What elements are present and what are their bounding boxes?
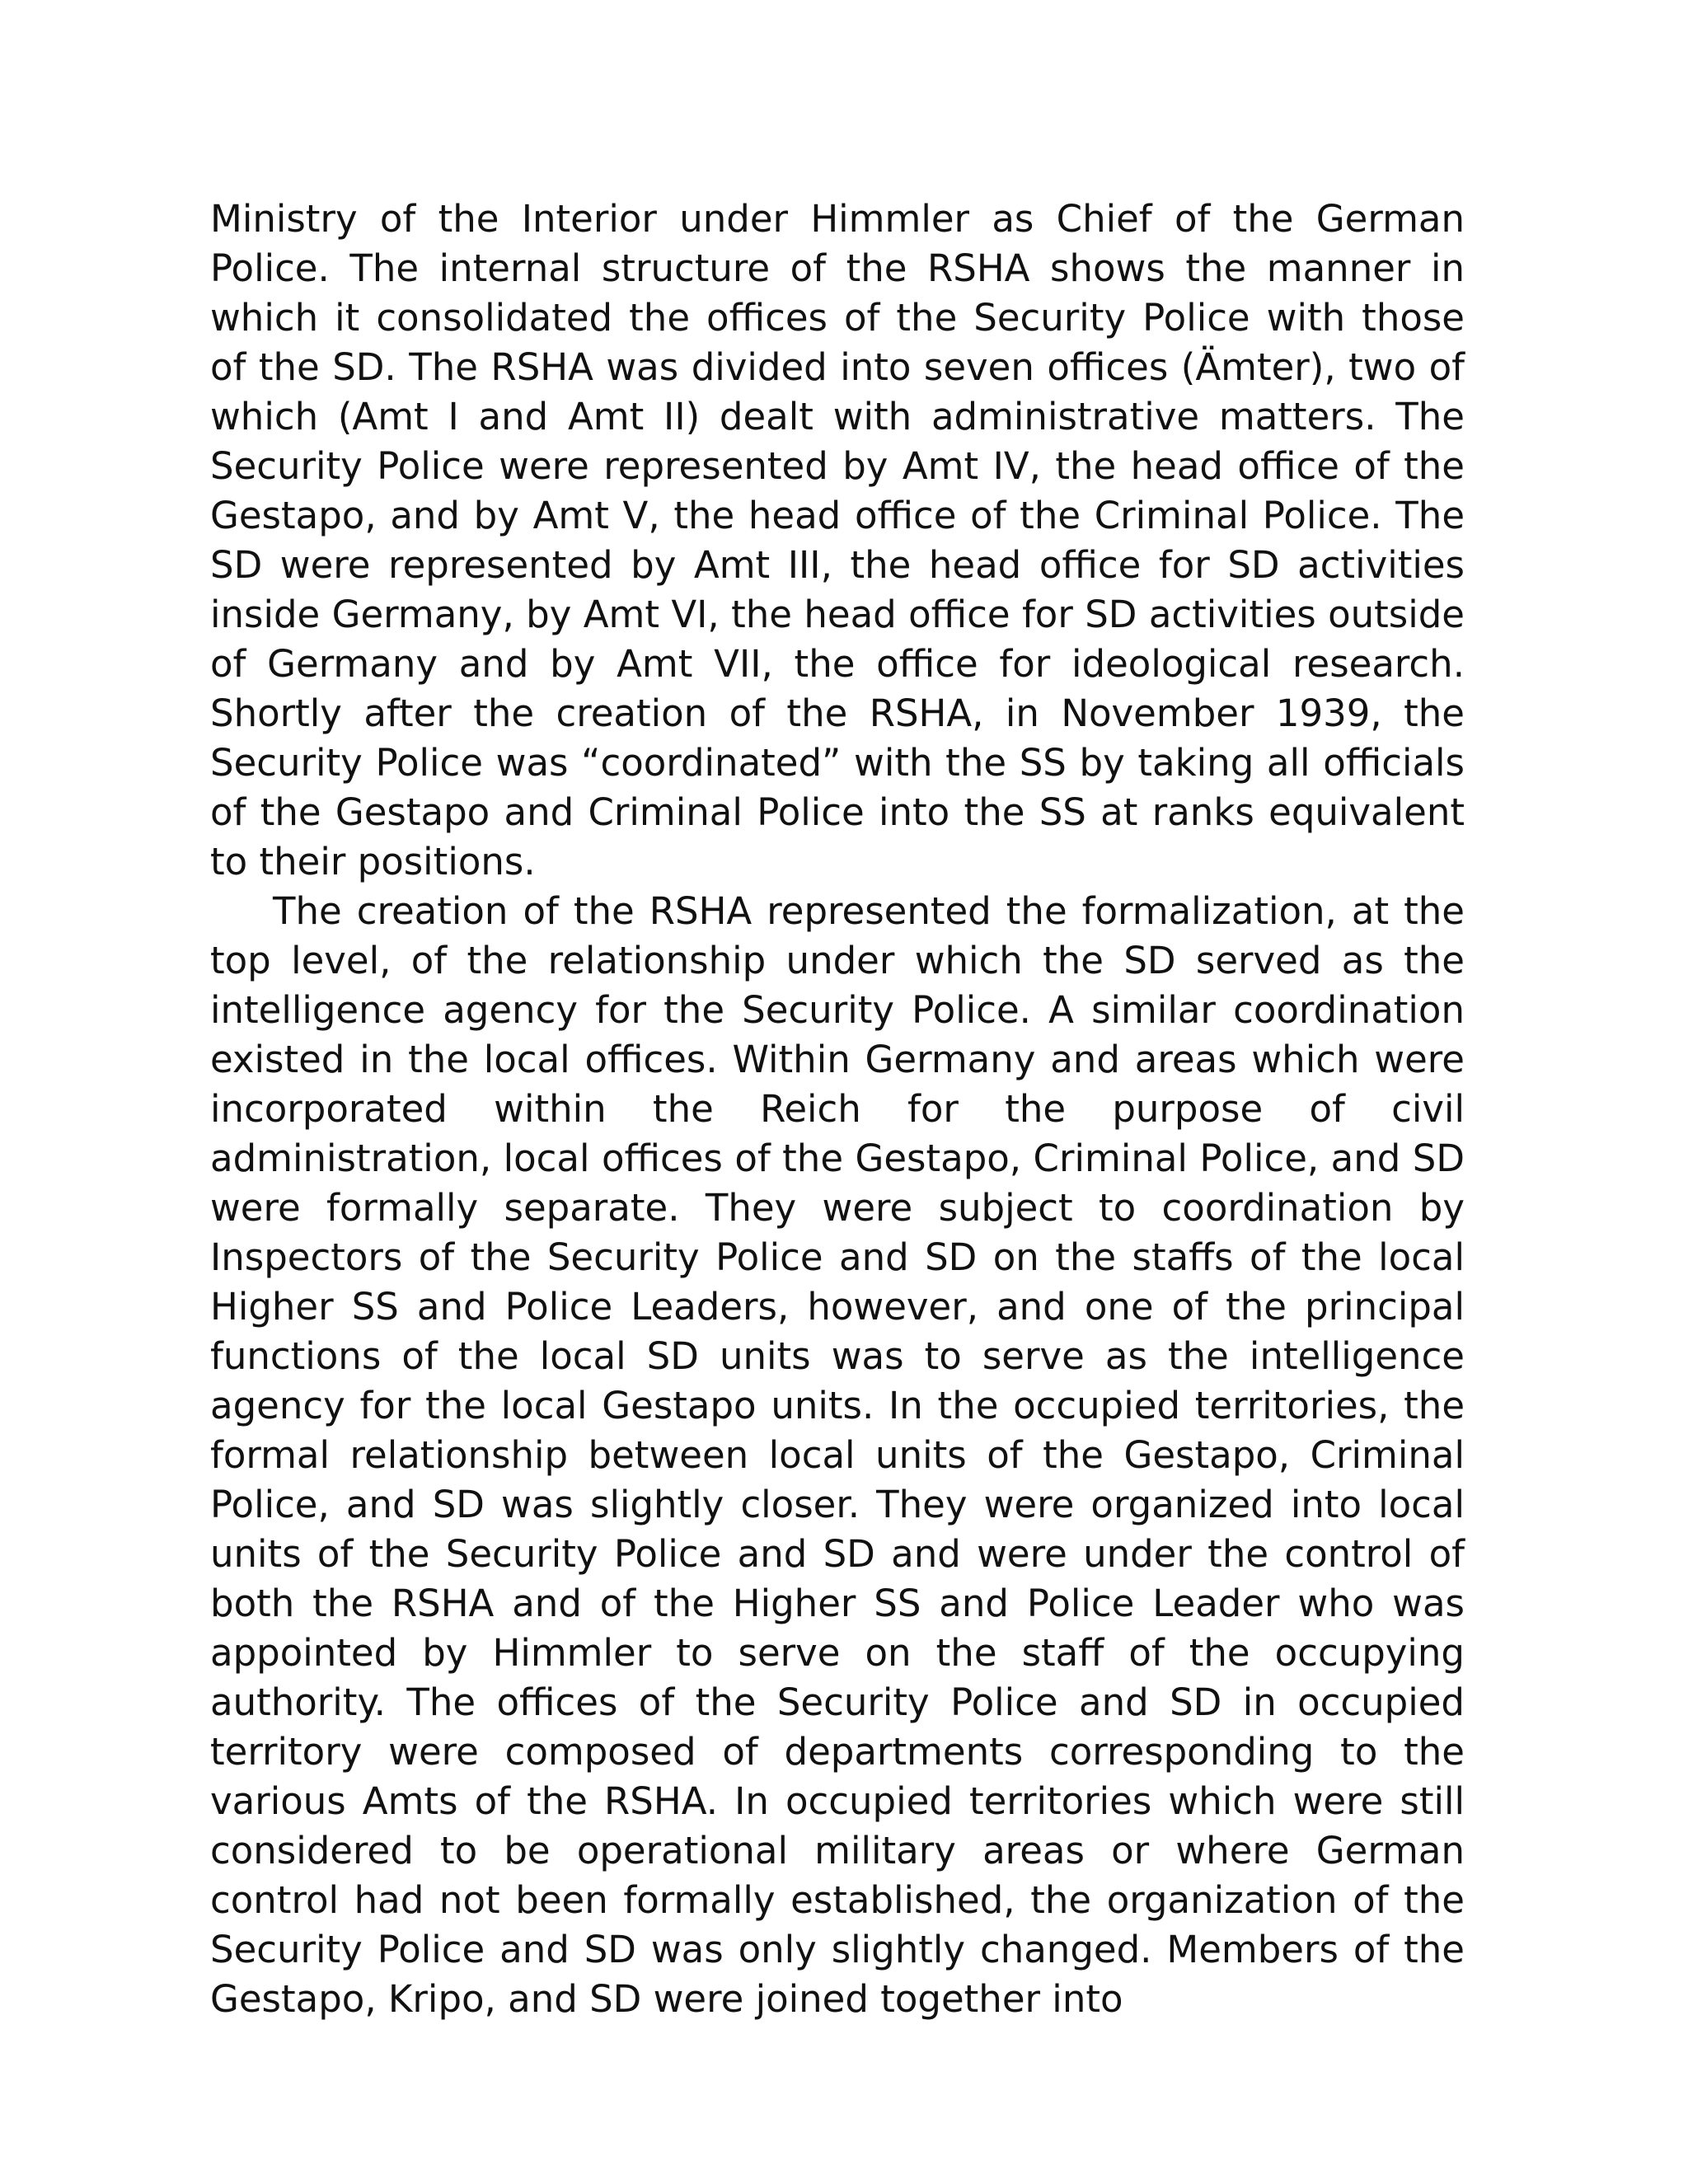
paragraph-rsha-coordination: The creation of the RSHA represented the formalization, at the top level, of the relationship under which the SD served as the intelligence agency for the Security Police. A similar coordination existed in the local offices. Within Germany and areas which were incorporated within the Reich for the purpose of civil administration, local offices of the Gestapo, Criminal Police, and SD were formally separate. They were subject to coordination by Inspectors of the Security Police and SD on the staffs of the local Higher SS and Police Leaders, however, and one of the principal functions of the local SD units was to serve as the intelligence agency for the local Gestapo units. In the occupied territories, the formal relationship between local units of the Gestapo, Criminal Police, and SD was slightly closer. They were organized into local units of the Security Police and SD and were under the control of both the RSHA and of the Higher SS and Police Leader who was appointed by Himmler to serve on the staff of the occupying authority. The offices of the Security Police and SD in occupied territory were composed of departments corresponding to the various Amts of the RSHA. In occupied territories which were still considered to be operational military areas or where German control had not been formally established, the organization of the Security Police and SD was only slightly changed. Members of the Gestapo, Kripo, and SD were joined together into — [210, 889, 1465, 2021]
paragraph-rsha-structure: Ministry of the Interior under Himmler as Chief of the German Police. The internal structure of the RSHA shows the manner in which it consolidated the offices of the Security Police with those of the SD. The RSHA was divided into seven offices (Ämter), two of which (Amt I and Amt II) dealt with administrative matters. The Security Police were represented by Amt IV, the head office of the Gestapo, and by Amt V, the head office of the Criminal Police. The SD were represented by Amt III, the head office for SD activities inside Germany, by Amt VI, the head office for SD activities outside of Germany and by Amt VII, the office for ideological research. Shortly after the creation of the RSHA, in November 1939, the Security Police was “coordinated” with the SS by taking all officials of the Gestapo and Criminal Police into the SS at ranks equivalent to their positions. — [210, 197, 1465, 883]
body-text — [210, 194, 1465, 2024]
